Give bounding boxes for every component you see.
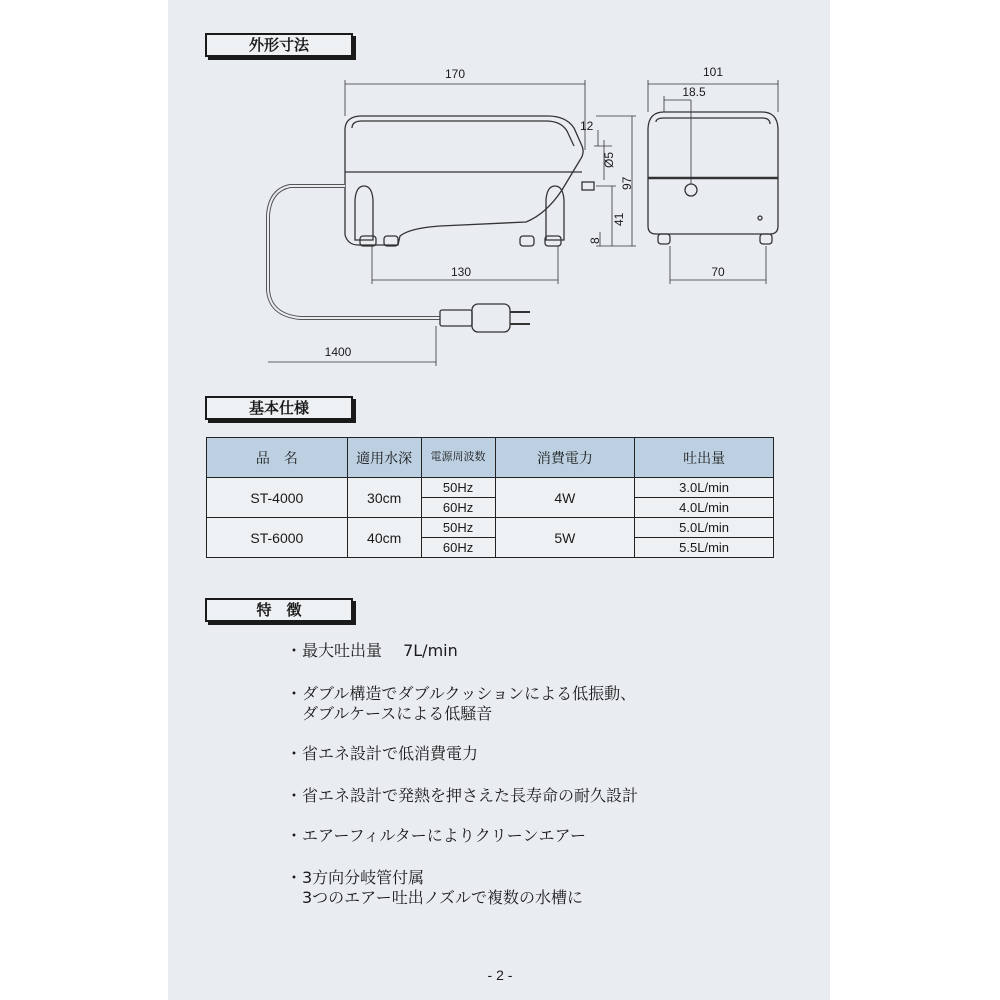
spec-table-header	[207, 438, 774, 478]
left-foot	[355, 186, 373, 240]
cell-frequency: 60Hz	[421, 498, 495, 518]
cell-frequency: 50Hz	[421, 518, 495, 538]
bullet: ・	[286, 641, 303, 660]
list-item: ・省エネ設計で発熱を押さえた長寿命の耐久設計	[286, 786, 639, 805]
dim-outlet-offset: 18.5	[682, 85, 706, 99]
outlet-nozzle	[582, 182, 594, 190]
dim-outlet-height: 41	[612, 212, 626, 226]
list-item: ・ダブル構造でダブルクッションによる低振動、 ダブルケースによる低騒音	[286, 684, 637, 723]
cell-power: 5W	[495, 518, 635, 558]
cell-output: 5.5L/min	[635, 538, 774, 558]
dim-foot-span-width: 70	[711, 265, 725, 279]
header-depth: 適用水深	[347, 438, 421, 478]
cell-output: 3.0L/min	[635, 478, 774, 498]
dim-overall-width: 101	[702, 65, 724, 79]
dimension-drawing	[0, 0, 1000, 400]
table-row	[207, 518, 774, 538]
table-row	[207, 478, 774, 498]
cell-output: 4.0L/min	[635, 498, 774, 518]
dim-overall-length: 170	[444, 67, 466, 81]
section-label-specs: 基本仕様	[205, 396, 353, 420]
cell-model: ST-6000	[207, 518, 348, 558]
power-plug	[440, 310, 472, 326]
cell-output: 5.0L/min	[635, 518, 774, 538]
power-cord	[268, 186, 440, 318]
dim-foot-height: 8	[588, 237, 602, 244]
cell-frequency: 60Hz	[421, 538, 495, 558]
bullet: ・	[286, 826, 303, 845]
dim-nozzle-diameter: Ø5	[602, 151, 616, 168]
page-number: - 2 -	[487, 967, 513, 983]
header-power: 消費電力	[495, 438, 635, 478]
header-output: 吐出量	[635, 438, 774, 478]
cell-power: 4W	[495, 478, 635, 518]
bullet: ・	[286, 786, 303, 805]
cell-frequency: 50Hz	[421, 478, 495, 498]
list-item: ・3方向分岐管付属 3つのエアー吐出ノズルで複数の水槽に	[286, 868, 584, 907]
dim-top-offset: 12	[580, 119, 594, 133]
cell-depth: 40cm	[347, 518, 421, 558]
front-view-body	[648, 112, 778, 234]
header-frequency: 電源周波数	[421, 438, 495, 478]
right-foot	[546, 186, 564, 240]
list-item: ・最大吐出量 7L/min	[286, 641, 458, 660]
cell-depth: 30cm	[347, 478, 421, 518]
bullet: ・	[286, 744, 303, 763]
front-outlet	[685, 184, 697, 196]
spec-table	[206, 437, 774, 558]
list-item: ・省エネ設計で低消費電力	[286, 744, 479, 763]
side-view-body	[345, 116, 583, 245]
header-model: 品 名	[207, 438, 348, 478]
bullet: ・	[286, 684, 303, 703]
section-label-features: 特 徴	[205, 598, 353, 622]
list-item: ・エアーフィルターによりクリーンエアー	[286, 826, 587, 845]
dim-height: 97	[620, 176, 634, 190]
side-view-top-panel	[352, 121, 574, 146]
dim-foot-span: 130	[450, 265, 472, 279]
bullet: ・	[286, 868, 303, 887]
dim-cord-length: 1400	[324, 345, 352, 359]
section-label-dimensions: 外形寸法	[205, 33, 353, 57]
cell-model: ST-4000	[207, 478, 348, 518]
